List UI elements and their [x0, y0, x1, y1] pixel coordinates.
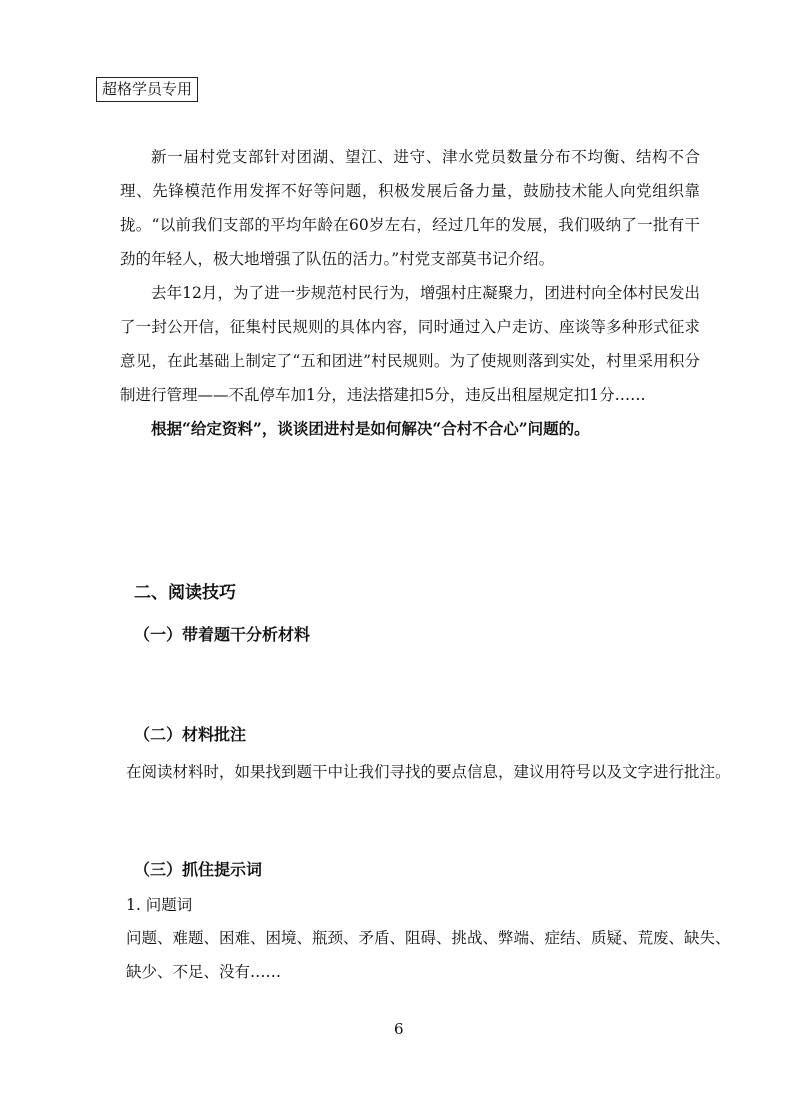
page-number: 6 — [394, 1020, 404, 1038]
section-title-reading-skills: 二、阅读技巧 — [134, 583, 236, 603]
subheading-cue-words: （三）抓住提示词 — [134, 860, 263, 879]
annotation-text: 在阅读材料时，如果找到题干中让我们寻找的要点信息，建议用符号以及文字进行批注。 — [126, 763, 731, 781]
problem-words-line-2: 缺少、不足、没有…… — [126, 963, 282, 981]
paragraph-village-rules: 去年12月，为了进一步规范村民行为，增强村庄凝聚力，团进村向全体村民发出了一封公开信，征集村民规则的具体内容，同时通过入户走访、座谈等多种形式征求意见，在此基础上制定了“五和团进”村民规则。为了使规则落到实处，村里采用积分制进行管理——不乱停车加1分，违法搭建扣5分，违反出租屋规定扣1分…… — [120, 284, 700, 404]
paragraph-party-branch: 新一届村党支部针对团湖、望江、进守、津水党员数量分布不均衡、结构不合理、先锋模范作用发挥不好等问题，积极发展后备力量，鼓励技术能人向党组织靠拢。“以前我们支部的平均年龄在60岁左右，经过几年的发展，我们吸纳了一批有干劲的年轻人，极大地增强了队伍的活力。”村党支部莫书记介绍。 — [120, 148, 700, 268]
exclusive-stamp: 超格学员专用 — [96, 77, 198, 102]
question-text: 根据“给定资料”，谈谈团进村是如何解决“合村不合心”问题的。 — [151, 419, 590, 438]
item-problem-words-title: 1. 问题词 — [126, 896, 193, 914]
subheading-annotation: （二）材料批注 — [134, 725, 247, 744]
problem-words-line-1: 问题、难题、困难、困境、瓶颈、矛盾、阻碍、挑战、弊端、症结、质疑、荒废、缺失、 — [126, 929, 731, 947]
subheading-analyze-material: （一）带着题干分析材料 — [134, 625, 311, 644]
